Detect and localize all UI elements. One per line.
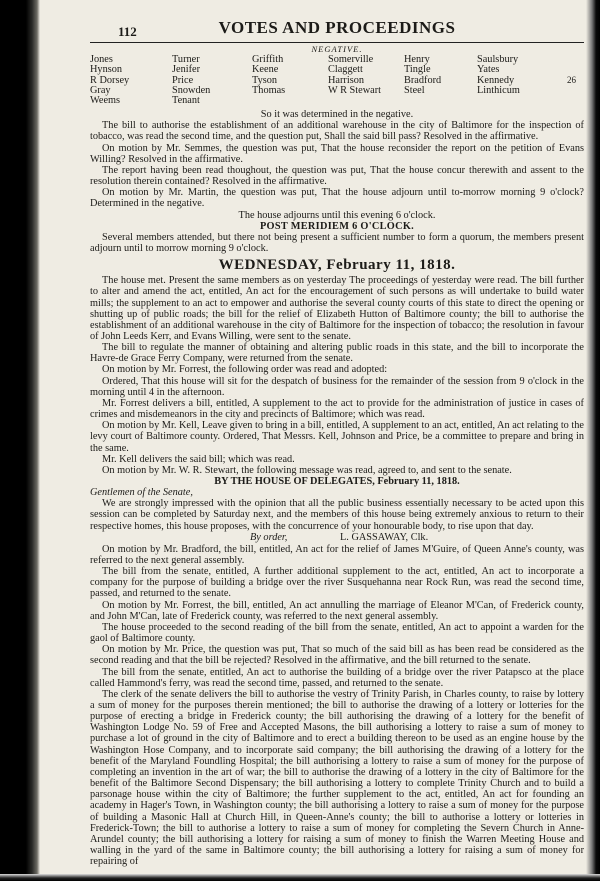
member-name: Linthicum [477,84,520,96]
member-name: Snowden [172,84,211,96]
member-name: Price [172,74,194,86]
member-name: Bradford [404,74,442,86]
member-name: Somerville [328,54,374,66]
paragraph: On motion by Mr. Kell, Leave given to bring in a bill, entitled, A supplement to an act, entitled, An act relating to the levy court of Baltimore county. Ordered, That Messrs. Kell, Johnson and Price, be a committee to prepare and bring in the same. [90,420,584,454]
paragraph: Ordered, That this house will sit for the despatch of business for the remainder of the session from 9 o'clock in the morning until 4 in the afternoon. [90,375,584,398]
member-name: Gray [90,84,111,96]
paragraph: The clerk of the senate delivers the bill to authorise the vestry of Trinity Parish, in Charles county, to raise by lottery a sum of money for the purposes therein mentioned; the bill to authorise the drawing of a lottery or lotteries for the purpose of erecting a bridge in Frederick county; the bill authorising the drawing of a lottery for the benefit of Washington Lodge No. 59 of Free and Accepted Masons, the bill authorising a lottery to raise a sum of money to purchase a lot of ground in the city of Baltimore and to erect a building thereon to be used as an engine house by the Washington Hose Company, and to incorporate said company; the bill authorising the drawing of a lottery for the benefit of the Maryland Foundling Hospital; the bill authorising a lottery to raise a sum of money for the purpose of completing an invention in the art of war; the bill to authorise the drawing of a lottery in the city of Baltimore for the benefit of the Baltimore Second Dispensary; the bill authorising a lottery to complete Trinity Church and to build a parsonage house within the city of Baltimore; the further supplement to the act, entitled, An act for founding an academy in Hager's Town, in Washington county; the bill authorising a lottery to raise a sum of money for the purpose of building a Masonic Hall at Church Hill, in Queen-Anne's county; the bill to authorise a lottery or lotteries in Frederick-Town; the bill to authorise a lottery to raise a sum of money for completing the Severn Church in Anne-Arundel county; the bill authorising a lottery for raising a sum of money to finish the Warren Meeting House and walling in the yard of the same in Baltimore county; the bill authorising a lottery for raising a sum of money for repairing of [90,688,584,868]
member-name: R Dorsey [90,74,130,86]
member-name: Yates [477,64,500,76]
member-name: Griffith [252,54,284,66]
name-column-6 [477,55,520,96]
side-number: 26 [567,75,576,86]
paragraph: Several members attended, but there not being present a sufficient number to form a quorum, the members present adjourn until to morrow morning 9 o'clock. [90,231,584,255]
name-column-1 [90,55,129,106]
negative-vote-names [90,55,584,107]
paragraph: The bill to regulate the manner of obtaining and altering public roads in this state, and the bill to incorporate the Havre-de Grace Ferry Company, were returned from the senate. [90,342,584,365]
member-name: Jenifer [172,64,201,76]
message-signoff [90,532,584,544]
paragraph: The report having been read thoughout, the question was put, That the house concur therewith and assent to the resolution therein contained? Resolved in the affirmative. [90,164,584,188]
name-column-2 [172,55,210,106]
paragraph: The house adjourns until this evening 6 o'clock. [238,209,436,221]
scan-right-edge [586,0,600,881]
paragraph: The bill from the senate, entitled, A further additional supplement to the act, entitled, An act to incorporate a company for the purpose of building a bridge over the river Susquehanna near Rock Run, was read the second time, passed, and returned to the senate. [90,566,584,600]
member-name: Thomas [252,84,286,96]
session-heading: POST MERIDIEM 6 O'CLOCK. [259,220,415,232]
paragraph: So it was determined in the negative. [260,109,414,121]
paragraph: Mr. Forrest delivers a bill, entitled, A supplement to the act to provide for the administration of justice in cases of crimes and misdemeanors in the city and precincts of Baltimore; which was read. [90,397,584,421]
paragraph: On motion by Mr. Forrest, the bill, entitled, An act annulling the marriage of Eleanor M'Can, of Frederick county, and John M'Can, late of Frederick county, was referred to the next general assembly. [90,599,584,622]
member-name: Kennedy [477,74,515,86]
date-heading: WEDNESDAY, February 11, 1818. [218,257,456,274]
paragraph: On motion by Mr. W. R. Stewart, the following message was read, agreed to, and sent to the senate. [102,464,512,476]
member-name: Hynson [90,64,123,76]
member-name: Henry [404,54,430,66]
by-order: By order, [250,531,288,543]
member-name: Tingle [404,64,431,76]
member-name: Tyson [252,74,278,86]
paragraph: The house proceeded to the second reading of the bill from the senate, entitled, An act to appoint a warden for the gaol of Baltimore county. [90,621,584,645]
scan-bottom-edge [0,874,600,881]
paragraph: The bill from the senate, entitled, An act to authorise the building of a bridge over the river Patapsco at the place called Hammond's ferry, was read the second time, passed, and returned to the senate. [90,666,584,689]
message-heading: BY THE HOUSE OF DELEGATES, February 11, 1818. [214,476,460,487]
paragraph: We are strongly impressed with the opinion that all the public business essentially necessary to be acted upon this session can be completed by Saturday next, and the members of this house being extremely anxious to return to their respective homes, this house proposes, with the concurrence of your honourable body, to rise upon that day. [90,498,584,532]
scan-left-edge [0,0,40,881]
running-head: VOTES AND PROCEEDINGS [218,20,456,37]
member-name: Harrison [328,74,365,86]
paragraph: The bill to authorise the establishment of an additional warehouse in the city of Baltimore for the inspection of tobacco, was read the second time, and the question put, Shall the said bill pass? Resolved in the affirmative. [90,120,584,143]
member-name: Keene [252,64,279,76]
negative-label: NEGATIVE. [311,44,363,54]
member-name: Weems [90,94,121,106]
paragraph: On motion by Mr. Price, the question was put, That so much of the said bill as has been read be considered as the second reading and that the bill be rejected? Resolved in the affirmative, and the bill returned to the senate. [90,644,584,667]
member-name: W R Stewart [328,84,382,96]
page-number: 112 [118,24,137,39]
member-name: Steel [404,84,425,96]
name-column-5 [404,55,441,96]
proceedings-text-part2 [90,544,584,868]
document-page [90,20,584,872]
paragraph: Mr. Kell delivers the said bill; which was read. [102,453,295,465]
member-name: Tenant [172,94,200,106]
member-name: Saulsbury [477,54,519,66]
member-name: Jones [90,54,113,66]
member-name: Claggett [328,64,363,76]
member-name: Turner [172,54,200,66]
paragraph: The house met. Present the same members as on yesterday The proceedings of yesterday were read. The bill further to alter and amend the act, entitled, An act for the encouragement of such persons as will undertake to build water mills; the supplement to an act to empower and authorise the several county courts of this state to direct the opening or shutting up of public roads; the bill for the relief of Elizabeth Hutton of Baltimore county; the bill to authorise the establishment of an additional warehouse in the city of Baltimore for the inspection of tobacco; the resolution in favour of John Leeds Kerr, and Evans Willing, were sent to the senate. [90,275,584,342]
paragraph: On motion by Mr. Forrest, the following order was read and adopted: [102,364,388,376]
name-column-4 [328,55,381,96]
paragraph: On motion by Mr. Semmes, the question was put, That the house reconsider the report on the petition of Evans Willing? Resolved in the affirmative. [90,142,584,165]
paragraph: On motion by Mr. Martin, the question was put, That the house adjourn until to-morrow morning 9 o'clock? Determined in the negative. [90,187,584,210]
salutation: Gentlemen of the Senate, [90,487,193,499]
name-column-3 [252,55,285,96]
header-rule [90,42,584,43]
proceedings-text-part1 [90,109,584,532]
paragraph: On motion by Mr. Bradford, the bill, entitled, An act for the relief of James M'Guire, of Queen Anne's county, was referred to the next general assembly. [90,543,584,566]
page-header [90,20,584,42]
clerk-signature: L. GASSAWAY, Clk. [340,531,429,543]
